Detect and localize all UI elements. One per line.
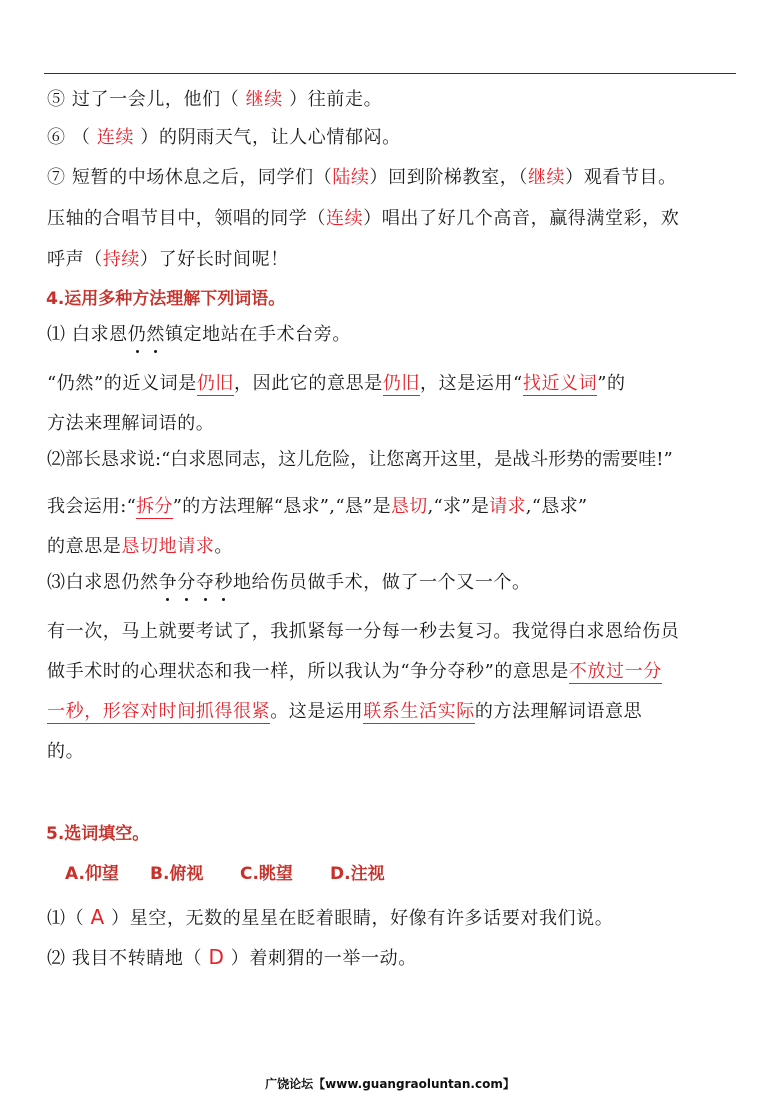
q5-item-1 [47,905,613,931]
answer: 一秒，形容对时间抓得很紧 [47,701,271,722]
q4-answer-2 [47,495,587,519]
answer: 拆分 [136,496,173,517]
dotted-char: 秒 [214,572,234,593]
q4-answer-1-cont: 方法来理解词语的。 [47,413,215,434]
option-b: B.俯视 [150,864,204,884]
answer: 继续 [527,167,566,188]
dotted-char: 然 [146,324,165,345]
text: “仍然”的近义词是 [47,373,197,394]
answer: 连续 [326,208,364,229]
text: ⑤ 过了一会儿，他们（ [47,89,246,110]
text: 的方法理解词语意思 [474,701,643,722]
q3-item-7 [47,166,677,190]
text: ）着刺猬的一举一动。 [224,948,417,969]
answer: 持续 [102,249,141,270]
text: 呼声（ [47,249,103,270]
answer: 不放过一分 [568,661,662,682]
q3-item-7-end [47,248,289,272]
text: 压轴的合唱节目中，领唱的同学（ [47,208,326,229]
q3-item-7-cont [47,207,679,231]
top-rule [44,73,736,74]
q4-answer-2-cont [47,535,233,559]
dotted-char: 分 [177,572,196,593]
answer: 连续 [96,127,135,148]
answer: 恳切地请求 [121,536,215,557]
q4-heading: 4.运用多种方法理解下列词语。 [46,289,286,309]
q4-answer-1 [47,372,626,396]
answer: 联系生活实际 [363,701,475,722]
text: ,“恳求” [525,496,588,517]
option-d: D.注视 [330,864,385,884]
text: 的意思是 [47,536,122,557]
text: ）了好长时间呢！ [140,249,289,270]
answer: 恳切 [390,496,428,517]
text: ,“求”是 [427,496,490,517]
text: ⑥ （ [47,127,97,148]
text: ⑴（ [47,908,91,929]
q3-item-5 [47,88,382,112]
q4-sentence-2: ⑵部长恳求说:“白求恩同志，这儿危险，让您离开这里，是战斗形势的需要哇!” [47,449,673,470]
answer: D [208,945,225,969]
answer: 仍旧 [196,373,235,394]
q5-item-2 [47,945,417,971]
text: ，这是运用“ [420,373,523,394]
footer-site-link[interactable]: 广饶论坛【www.guangraoluntan.com】 [265,1077,515,1091]
answer: 找近义词 [522,373,598,394]
text: 做手术时的心理状态和我一样，所以我认为“争分夺秒”的意思是 [47,661,569,682]
q4-sentence-3 [47,571,531,595]
answer: 请求 [489,496,526,517]
text: ）观看节目。 [565,167,677,188]
q4-answer-3-line-4: 的。 [47,741,85,762]
q5-options [65,862,385,886]
text: ”的方法理解“恳求”,“恳”是 [172,496,391,517]
answer: 仍旧 [382,373,421,394]
text: ）唱出了好几个高音，赢得满堂彩，欢 [363,208,680,229]
q4-answer-3-line-2 [47,660,662,684]
q4-sentence-1 [47,323,351,347]
answer: 继续 [245,89,283,110]
q3-item-6 [47,126,401,150]
text: ⑴ 白求恩 [47,324,128,345]
text: 地给伤员做手术，做了一个又一个。 [233,572,531,593]
q5-heading: 5.选词填空。 [46,824,150,844]
text: ）往前走。 [282,89,383,110]
text: ）回到阶梯教室，（ [369,167,528,188]
text: ）的阴雨天气，让人心情郁闷。 [134,127,401,148]
dotted-char: 仍 [127,324,147,345]
answer: A [90,905,105,929]
text: ”的 [597,373,626,394]
text: 镇定地站在手术台旁。 [164,324,351,345]
text: ⑶白求恩仍然 [47,572,159,593]
dotted-char: 争 [158,572,178,593]
option-c: C.眺望 [240,864,293,884]
text: ，因此它的意思是 [234,373,383,394]
text: 。这是运用 [270,701,364,722]
text: 。 [214,536,234,557]
text: ⑵ 我目不转睛地（ [47,948,209,969]
option-a: A.仰望 [65,864,119,884]
text: ）星空，无数的星星在眨着眼睛，好像有许多话要对我们说。 [104,908,614,929]
answer: 陆续 [332,167,370,188]
q4-answer-3-line-3 [47,700,642,724]
q4-answer-3-line-1: 有一次，马上就要考试了，我抓紧每一分每一秒去复习。我觉得白求恩给伤员 [47,621,680,642]
dotted-char: 夺 [195,572,215,593]
text: 我会运用:“ [47,496,137,517]
text: ⑦ 短暂的中场休息之后，同学们（ [47,167,333,188]
